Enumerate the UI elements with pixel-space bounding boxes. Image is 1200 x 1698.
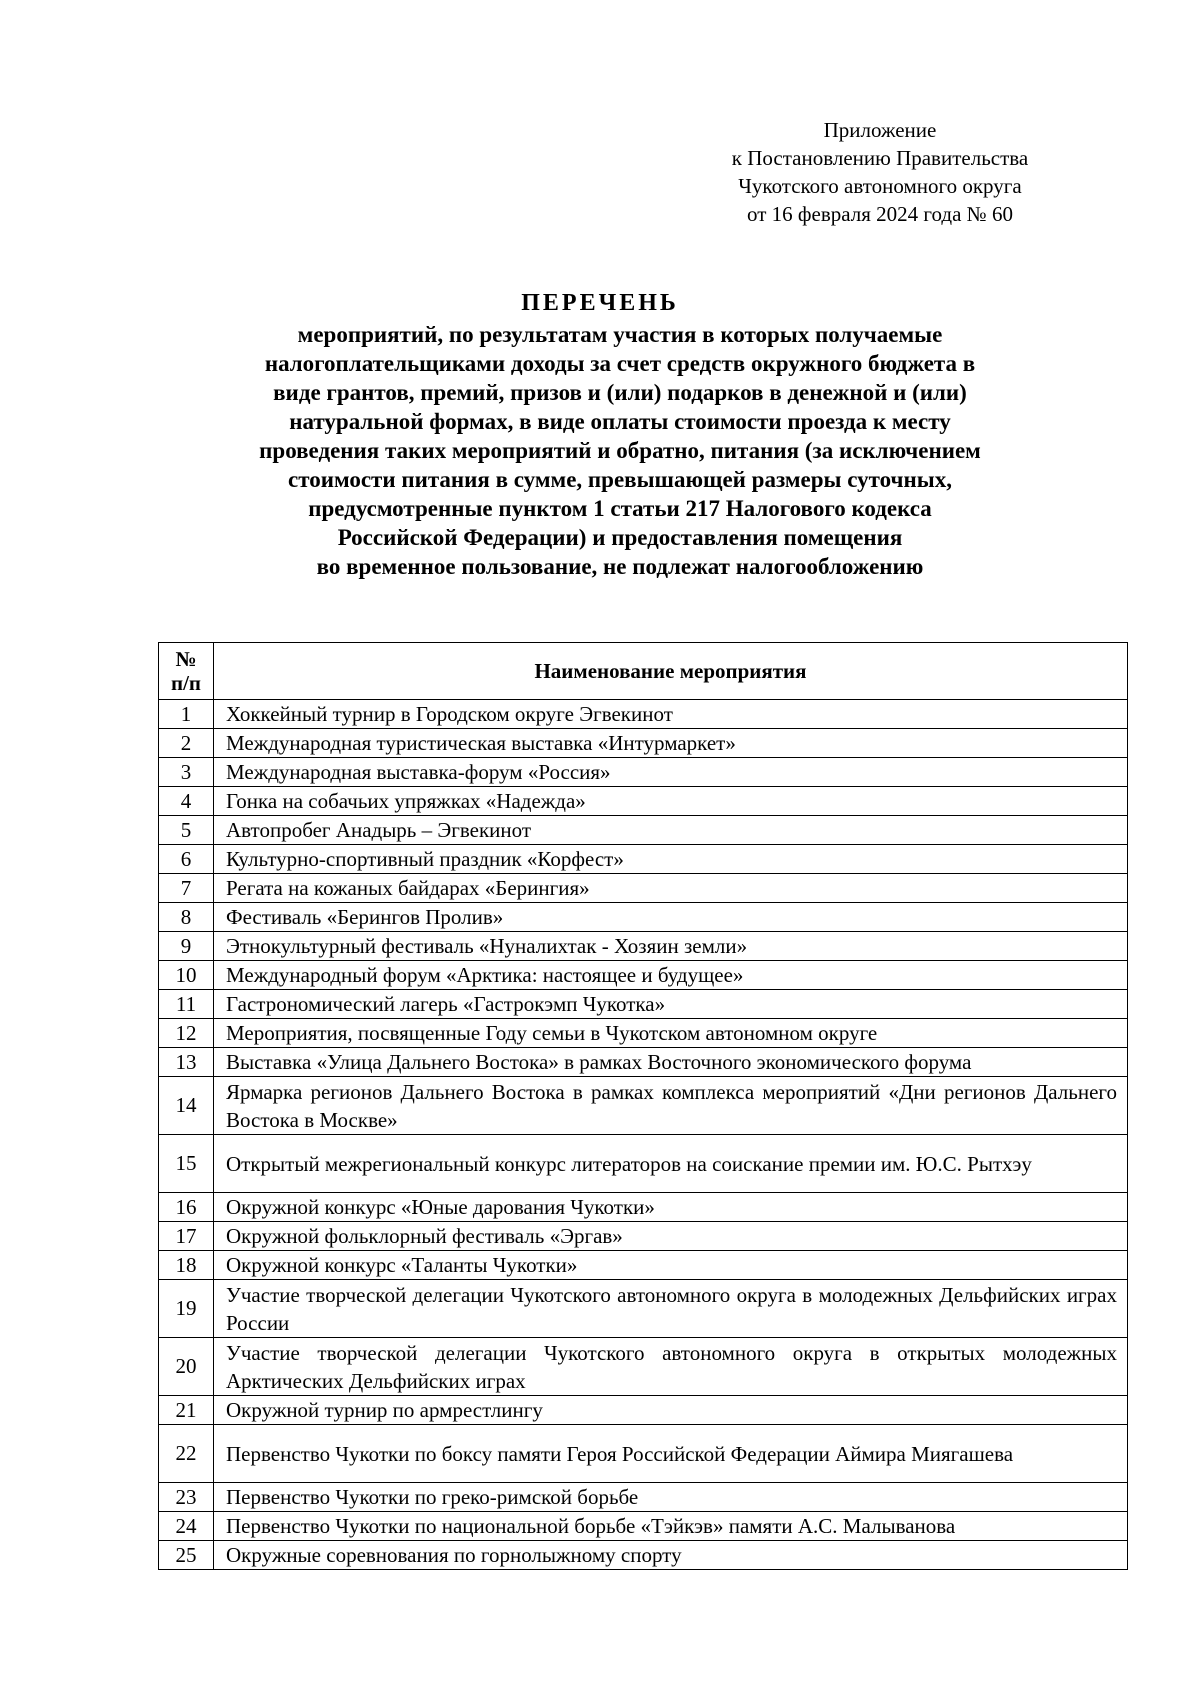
row-event-name: Международная туристическая выставка «Интурмаркет» <box>214 729 1128 758</box>
events-table <box>158 642 1128 1570</box>
table-row <box>159 1048 1128 1077</box>
header-event-name: Наименование мероприятия <box>214 643 1128 700</box>
row-event-name: Окружной фольклорный фестиваль «Эргав» <box>214 1222 1128 1251</box>
document-title: ПЕРЕЧЕНЬ <box>521 290 679 316</box>
row-number: 17 <box>159 1222 214 1251</box>
row-number: 16 <box>159 1193 214 1222</box>
row-event-name: Ярмарка регионов Дальнего Востока в рамках комплекса мероприятий «Дни регионов Дальнего Востока в Москве» <box>214 1077 1128 1135</box>
row-event-name: Регата на кожаных байдарах «Берингия» <box>214 874 1128 903</box>
row-event-name: Мероприятия, посвященные Году семьи в Чукотском автономном округе <box>214 1019 1128 1048</box>
table-row <box>159 1077 1128 1135</box>
table-row <box>159 1425 1128 1483</box>
row-number: 10 <box>159 961 214 990</box>
row-event-name: Хоккейный турнир в Городском округе Эгвекинот <box>214 700 1128 729</box>
table-row <box>159 729 1128 758</box>
row-event-name: Выставка «Улица Дальнего Востока» в рамках Восточного экономического форума <box>214 1048 1128 1077</box>
table-row <box>159 787 1128 816</box>
row-number: 24 <box>159 1512 214 1541</box>
subtitle-line: во временное пользование, не подлежат налогообложению <box>316 554 924 579</box>
table-row <box>159 816 1128 845</box>
table-row <box>159 903 1128 932</box>
table-row <box>159 1193 1128 1222</box>
appendix-block <box>690 116 1070 228</box>
table-row <box>159 1280 1128 1338</box>
row-number: 13 <box>159 1048 214 1077</box>
header-number <box>159 643 214 700</box>
row-number: 15 <box>159 1135 214 1193</box>
table-row <box>159 932 1128 961</box>
table-row <box>159 874 1128 903</box>
table-row <box>159 1541 1128 1570</box>
row-event-name: Окружные соревнования по горнолыжному спорту <box>214 1541 1128 1570</box>
row-number: 9 <box>159 932 214 961</box>
row-number: 8 <box>159 903 214 932</box>
row-number: 12 <box>159 1019 214 1048</box>
table-row <box>159 1135 1128 1193</box>
row-number: 11 <box>159 990 214 1019</box>
subtitle-line: предусмотренные пунктом 1 статьи 217 Налогового кодекса <box>308 496 932 521</box>
row-event-name: Открытый межрегиональный конкурс литераторов на соискание премии им. Ю.С. Рытхэу <box>214 1135 1128 1193</box>
appendix-label: Приложение <box>823 118 937 142</box>
row-number: 6 <box>159 845 214 874</box>
row-event-name: Международная выставка-форум «Россия» <box>214 758 1128 787</box>
row-event-name: Окружной конкурс «Таланты Чукотки» <box>214 1251 1128 1280</box>
row-number: 2 <box>159 729 214 758</box>
row-event-name: Гастрономический лагерь «Гастрокэмп Чукотка» <box>214 990 1128 1019</box>
subtitle-line: Российской Федерации) и предоставления помещения <box>337 525 903 550</box>
row-number: 5 <box>159 816 214 845</box>
row-event-name: Окружной турнир по армрестлингу <box>214 1396 1128 1425</box>
appendix-date: от 16 февраля 2024 года № 60 <box>747 202 1013 226</box>
row-number: 4 <box>159 787 214 816</box>
row-event-name: Международный форум «Арктика: настоящее и будущее» <box>214 961 1128 990</box>
subtitle-line: стоимости питания в сумме, превышающей размеры суточных, <box>288 467 952 492</box>
row-event-name: Первенство Чукотки по национальной борьбе «Тэйкэв» памяти А.С. Малыванова <box>214 1512 1128 1541</box>
document-subtitle <box>150 320 1090 581</box>
row-number: 3 <box>159 758 214 787</box>
row-event-name: Первенство Чукотки по боксу памяти Героя Российской Федерации Аймира Миягашева <box>214 1425 1128 1483</box>
table-row <box>159 758 1128 787</box>
subtitle-line: натуральной формах, в виде оплаты стоимости проезда к месту <box>289 409 951 434</box>
table-row <box>159 1396 1128 1425</box>
subtitle-line: мероприятий, по результатам участия в которых получаемые <box>297 322 943 347</box>
table-row <box>159 1483 1128 1512</box>
row-number: 18 <box>159 1251 214 1280</box>
subtitle-line: виде грантов, премий, призов и (или) подарков в денежной и (или) <box>273 380 967 405</box>
table-row <box>159 1338 1128 1396</box>
table-row <box>159 1251 1128 1280</box>
row-event-name: Окружной конкурс «Юные дарования Чукотки» <box>214 1193 1128 1222</box>
table-row <box>159 1222 1128 1251</box>
row-number: 22 <box>159 1425 214 1483</box>
row-event-name: Культурно-спортивный праздник «Корфест» <box>214 845 1128 874</box>
row-event-name: Первенство Чукотки по греко-римской борьбе <box>214 1483 1128 1512</box>
header-number-symbol: № <box>175 647 197 671</box>
row-event-name: Участие творческой делегации Чукотского автономного округа в открытых молодежных Арктических Дельфийских играх <box>214 1338 1128 1396</box>
table-row <box>159 845 1128 874</box>
row-number: 23 <box>159 1483 214 1512</box>
table-row <box>159 700 1128 729</box>
appendix-resolution: к Постановлению Правительства <box>731 146 1029 170</box>
row-event-name: Участие творческой делегации Чукотского автономного округа в молодежных Дельфийских играх России <box>214 1280 1128 1338</box>
row-number: 19 <box>159 1280 214 1338</box>
row-number: 20 <box>159 1338 214 1396</box>
row-number: 7 <box>159 874 214 903</box>
table-header-row <box>159 643 1128 700</box>
row-number: 1 <box>159 700 214 729</box>
row-number: 25 <box>159 1541 214 1570</box>
row-number: 21 <box>159 1396 214 1425</box>
row-event-name: Фестиваль «Берингов Пролив» <box>214 903 1128 932</box>
row-event-name: Этнокультурный фестиваль «Нуналихтак - Хозяин земли» <box>214 932 1128 961</box>
table-row <box>159 1512 1128 1541</box>
subtitle-line: налогоплательщиками доходы за счет средств окружного бюджета в <box>264 351 976 376</box>
row-event-name: Гонка на собачьих упряжках «Надежда» <box>214 787 1128 816</box>
table-row <box>159 1019 1128 1048</box>
table-row <box>159 990 1128 1019</box>
table-row <box>159 961 1128 990</box>
subtitle-line: проведения таких мероприятий и обратно, питания (за исключением <box>259 438 981 463</box>
row-event-name: Автопробег Анадырь – Эгвекинот <box>214 816 1128 845</box>
header-number-abbr: п/п <box>170 671 202 695</box>
row-number: 14 <box>159 1077 214 1135</box>
appendix-region: Чукотского автономного округа <box>738 174 1022 198</box>
